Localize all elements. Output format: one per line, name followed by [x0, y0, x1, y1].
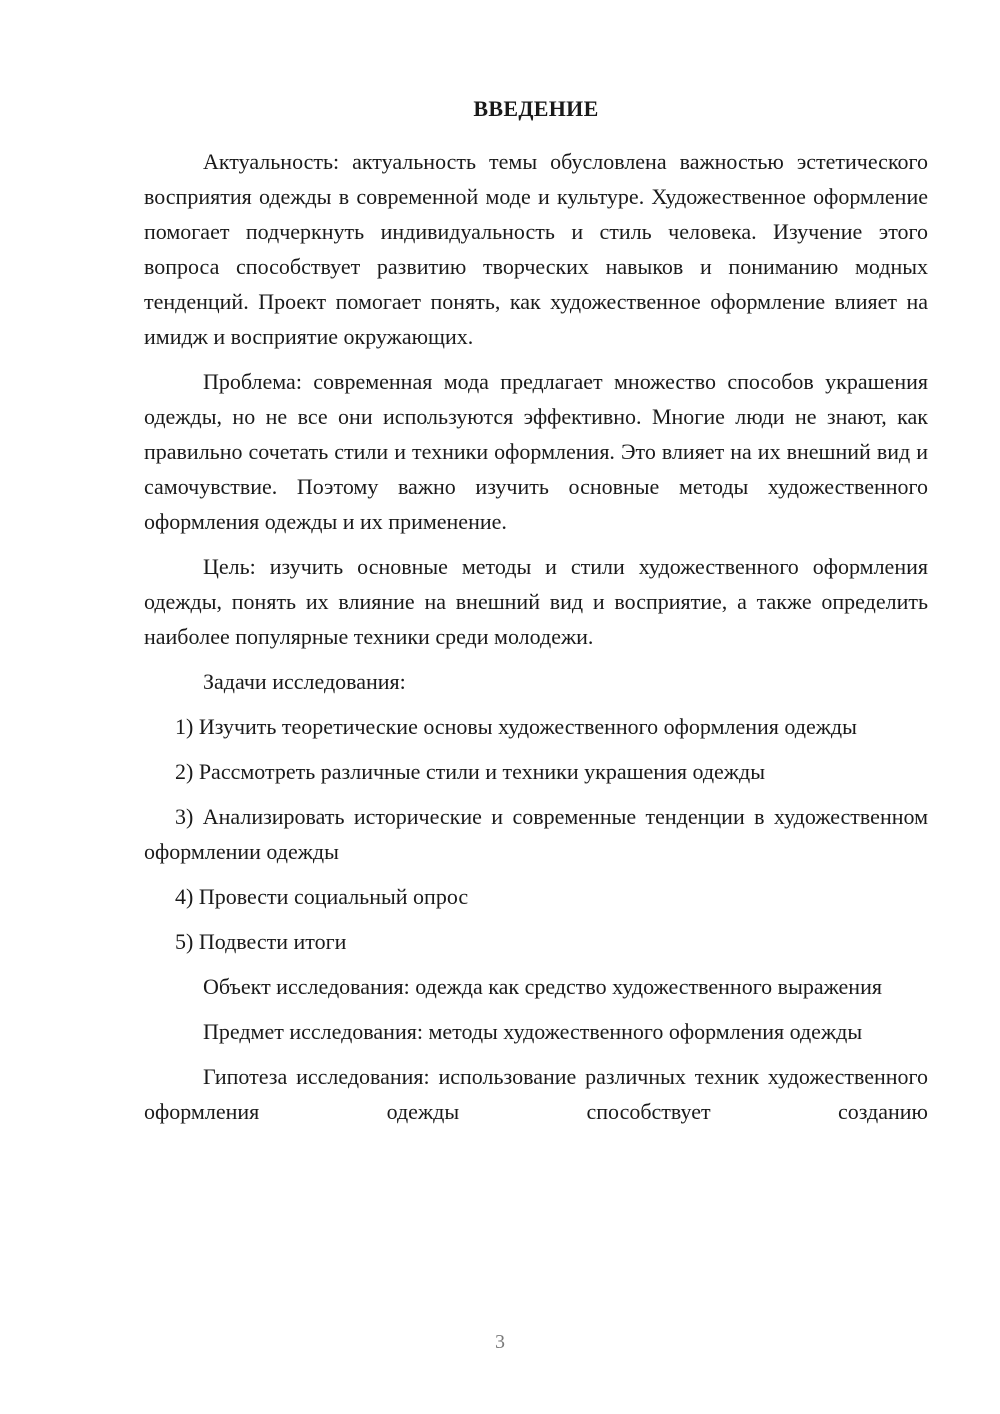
paragraph-hypothesis: Гипотеза исследования: использование различных техник художественного оформления одежды способствует созданию — [144, 1064, 928, 1124]
paragraph-goal: Цель: изучить основные методы и стили художественного оформления одежды, понять их влияние на внешний вид и восприятие, а также определить наиболее популярные техники среди молодежи. — [144, 554, 928, 649]
task-item-2: 2) Рассмотреть различные стили и техники украшения одежды — [175, 759, 765, 784]
paragraph-subject: Предмет исследования: методы художественного оформления одежды — [203, 1019, 863, 1044]
paragraph-problem: Проблема: современная мода предлагает множество способов украшения одежды, но не все они используются эффективно. Многие люди не знают, как правильно сочетать стили и техники оформления. Это влияет на их внешний вид и самочувствие. Поэтому важно изучить основные методы художественного оформления одежды и их применение. — [144, 369, 928, 534]
task-item-5: 5) Подвести итоги — [175, 929, 347, 954]
task-item-3: 3) Анализировать исторические и современные тенденции в художественном оформлении одежды — [144, 804, 928, 864]
section-title: ВВЕДЕНИЕ — [473, 96, 599, 121]
paragraph-object: Объект исследования: одежда как средство художественного выражения — [203, 974, 882, 999]
paragraph-tasks-heading: Задачи исследования: — [203, 669, 406, 694]
document-page — [144, 92, 928, 1139]
paragraph-relevance: Актуальность: актуальность темы обусловлена важностью эстетического восприятия одежды в современной моде и культуре. Художественное оформление помогает подчеркнуть индивидуальность и стиль человека. Изучение этого вопроса способствует развитию творческих навыков и пониманию модных тенденций. Проект помогает понять, как художественное оформление влияет на имидж и восприятие окружающих. — [144, 149, 928, 349]
page-number: 3 — [495, 1331, 505, 1353]
task-item-4: 4) Провести социальный опрос — [175, 884, 469, 909]
task-item-1: 1) Изучить теоретические основы художественного оформления одежды — [175, 714, 857, 739]
